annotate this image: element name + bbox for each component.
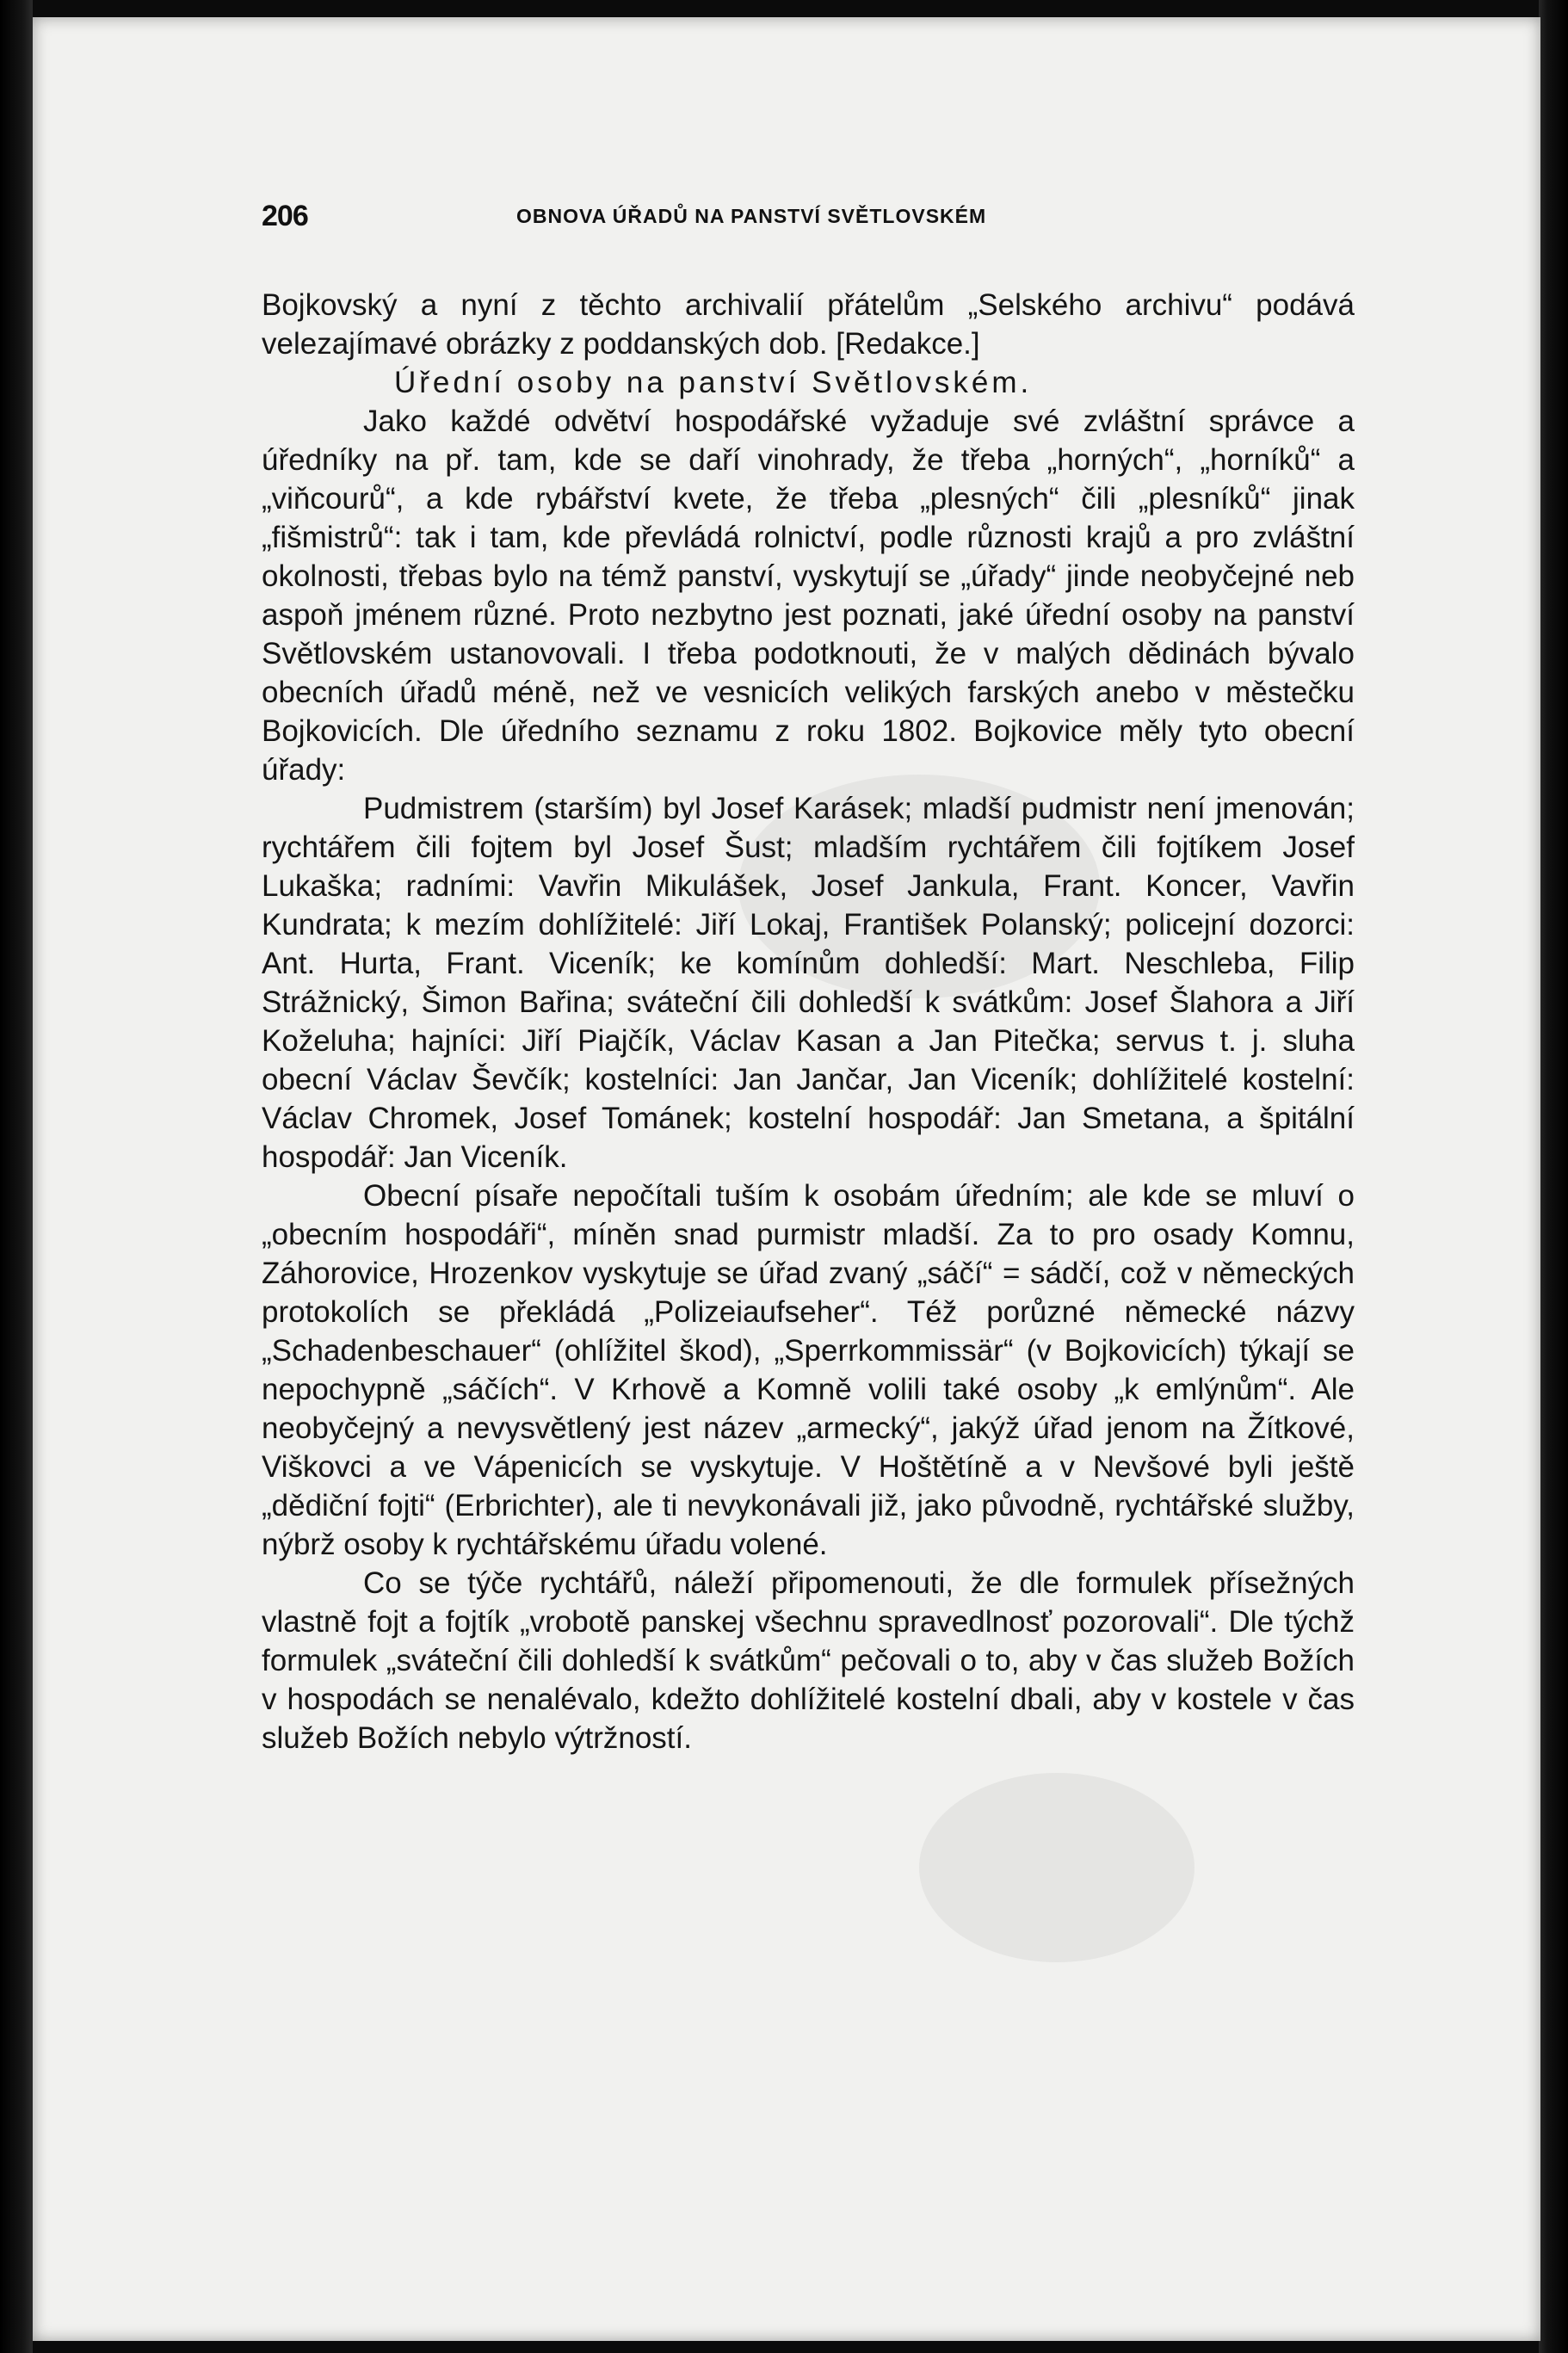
page-header (262, 193, 1411, 236)
section-title: Úřední osoby na panství Světlovském. (394, 366, 1033, 399)
paper-stain (919, 1773, 1195, 1962)
scan-right-border (1539, 0, 1568, 2353)
paragraph: Co se týče rychtářů, náleží připomenouti, že dle formulek přísežných vlastně fojt a fojtík „vrobotě panskej všechnu spravedlnosť pozorovali“. Dle týchž formulek „sváteční čili dohledší k svátkům“ pečovali o to, aby v čas služeb Božích v hospodách se nenalévalo, kdežto dohlížitelé kostelní dbali, aby v kostele v čas služeb Božích nebylo výtržností. (262, 1566, 1355, 1755)
paragraph: Jako každé odvětví hospodářské vyžaduje své zvláštní správce a úředníky na př. tam, kde se daří vinohrady, že třeba „horných“, „horníků“ a „viňcourů“, a kde rybářství kvete, že třeba „plesných“ čili „plesníků“ jinak „fišmistrů“: tak i tam, kde převládá rolnictví, podle různosti krajů a pro zvláštní okolnosti, třebas bylo na témž panství, vyskytují se „úřady“ jinde neobyčejné neb aspoň jménem různé. Proto nezbytno jest poznati, jaké úřední osoby na panství Světlovském ustanovovali. I třeba podotknouti, že v malých dědinách bývalo obecních úřadů méně, než ve vesnicích velikých farských anebo v městečku Bojkovicích. Dle úředního seznamu z roku 1802. Bojkovice měly tyto obecní úřady: (262, 405, 1355, 787)
paragraph: Obecní písaře nepočítali tuším k osobám úředním; ale kde se mluví o „obecním hospodáři“, míněn snad purmistr mladší. Za to pro osady Komnu, Záhorovice, Hrozenkov vyskytuje se úřad zvaný „sáčí“ = sádčí, což v německých protokolích se překládá „Polizeiaufseher“. Též porůzné německé názvy „Schadenbeschauer“ (ohlížitel škod), „Sperrkommissär“ (v Bojkovicích) týkají se nepochypně „sáčích“. V Krhově a Komně volili také osoby „k emlýnům“. Ale neobyčejný a nevysvětlený jest název „armecký“, jakýž úřad jenom na Žítkové, Viškovci a ve Vápenicích se vyskytuje. V Hoštětíně a v Nevšové byli ještě „dědiční fojti“ (Erbrichter), ale ti nevykonávali již, jako původně, rychtářské služby, nýbrž osoby k rychtářskému úřadu volené. (262, 1179, 1355, 1561)
paragraph: Pudmistrem (starším) byl Josef Karásek; mladší pudmistr není jmenován; rychtářem čili fojtem byl Josef Šust; mladším rychtářem čili fojtíkem Josef Lukaška; radními: Vavřin Mikulášek, Josef Jankula, Frant. Koncer, Vavřin Kundrata; k mezím dohlížitelé: Jiří Lokaj, František Polanský; policejní dozorci: Ant. Hurta, Frant. Viceník; ke komínům dohledší: Mart. Neschleba, Filip Strážnický, Šimon Bařina; sváteční čili dohledší k svátkům: Josef Šlahora a Jiří Koželuha; hajníci: Jiří Piajčík, Václav Kasan a Jan Pitečka; servus t. j. sluha obecní Václav Ševčík; kostelníci: Jan Jančar, Jan Viceník; dohlížitelé kostelní: Václav Chromek, Josef Tománek; kostelní hospodář: Jan Smetana, a špitální hospodář: Jan Viceník. (262, 792, 1355, 1174)
page-number: 206 (262, 200, 308, 232)
running-head: OBNOVA ÚŘADŮ NA PANSTVÍ SVĚTLOVSKÉM (516, 205, 987, 227)
main-text (262, 286, 1355, 1757)
scan-left-border (0, 0, 33, 2353)
intro-paragraph: Bojkovský a nyní z těchto archivalií přátelům „Selského archivu“ podává velezajímavé obrázky z poddanských dob. [Redakce.] (262, 288, 1355, 361)
